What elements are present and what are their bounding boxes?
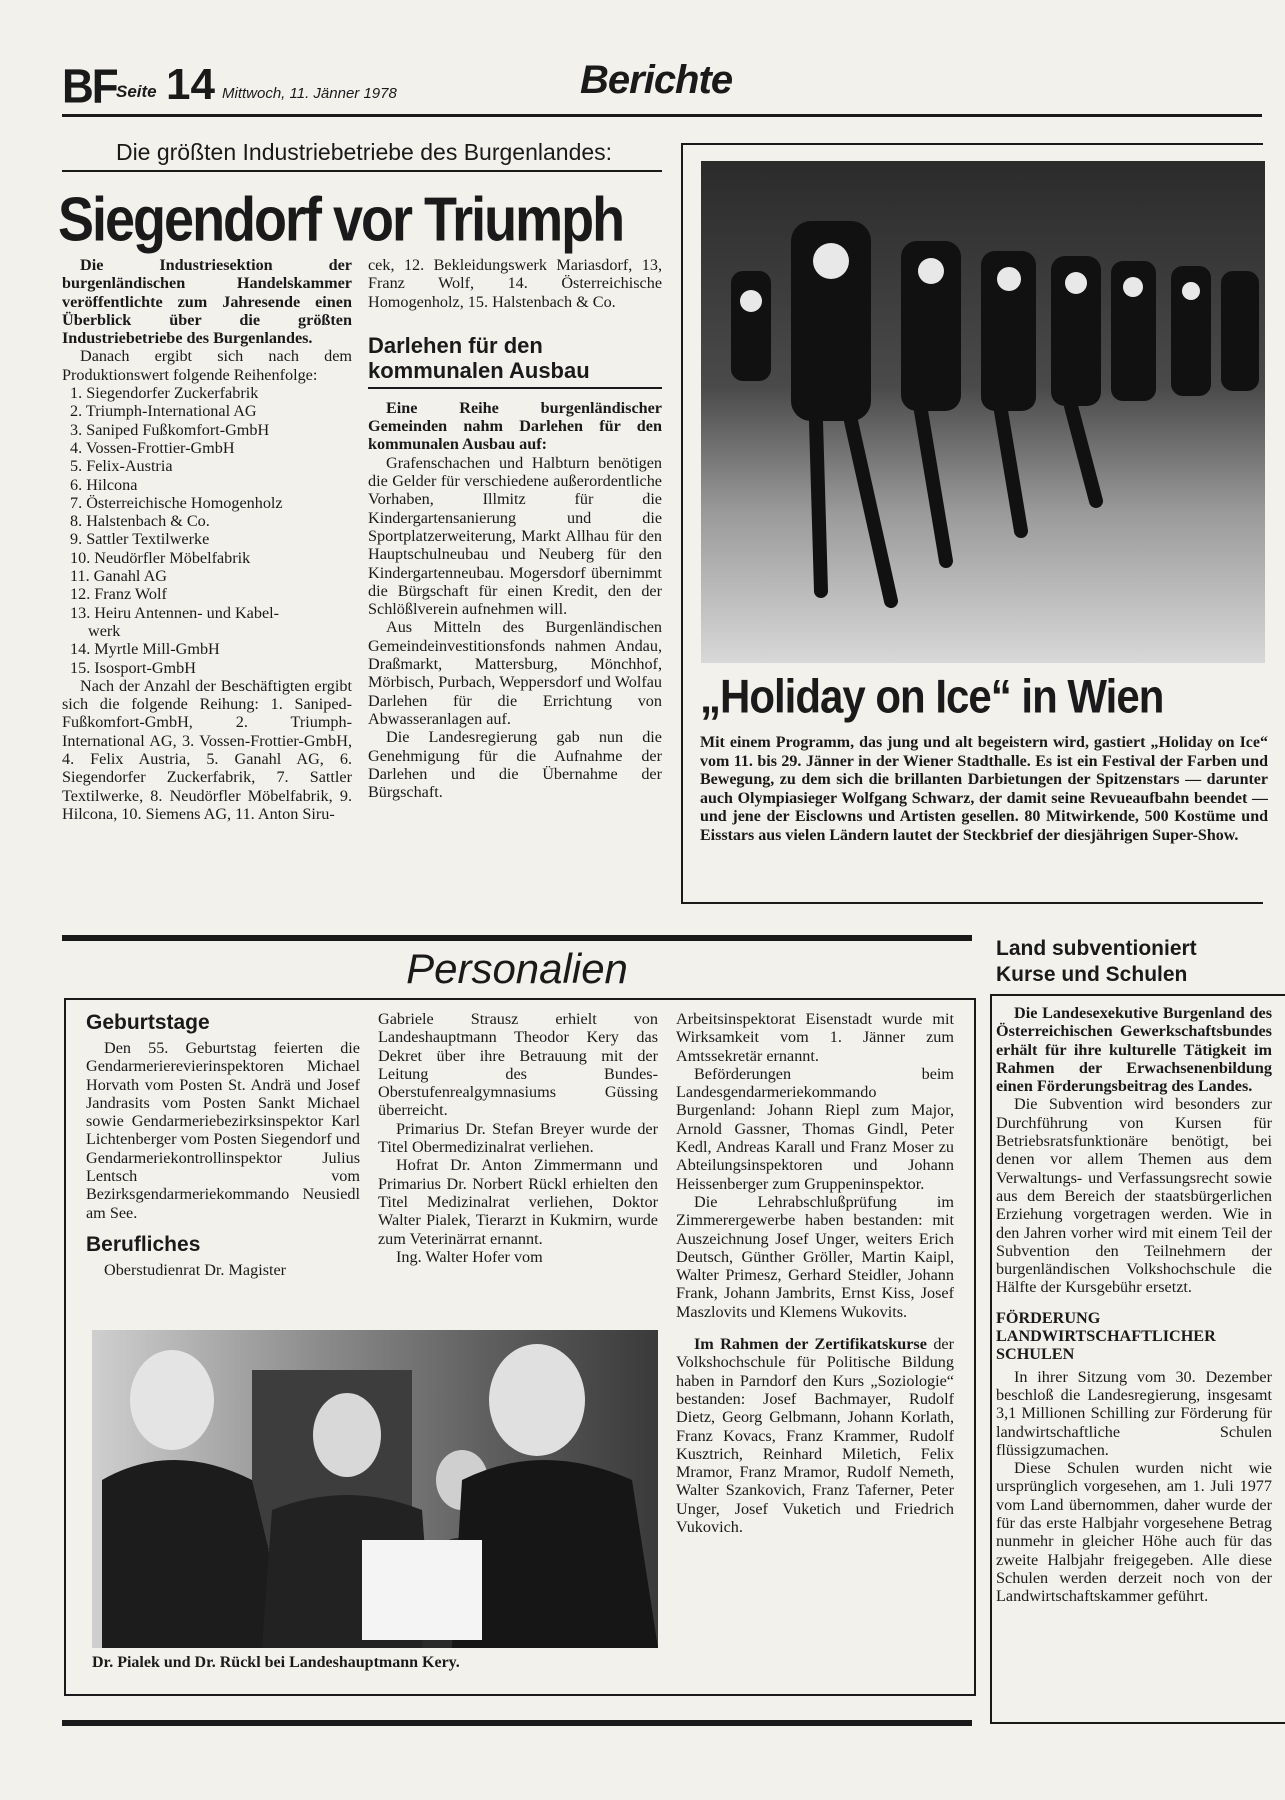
ranking-item: 1. Siegendorfer Zuckerfabrik: [70, 384, 259, 403]
ranking-item: 4. Vossen-Frottier-GmbH: [70, 438, 235, 457]
geburtstage-text: Den 55. Geburtstag feierten die Gendarmerierevierinspektoren Michael Horvath vom Posten St. Andrä und Josef Jandrasits vom Posten Sankt Michael sowie Gendarmeriebezirksinspektor Karl Lichtenberger vom Posten Siegendorf und Gendarmeriekontrollinspektor Julius Lentsch vom Bezirksgendarmeriekommando Neusiedl am See.: [86, 1039, 360, 1222]
personalien-paragraph: Arbeitsinspektorat Eisenstadt wurde mit Wirksamkeit vom 1. Jänner zum Amtssekretär ernannt.: [676, 1010, 954, 1065]
skaters-illustration: [701, 161, 1265, 663]
industrie-col-1: [62, 256, 352, 823]
darlehen-heading: Darlehen für den kommunalen Ausbau: [368, 332, 590, 383]
award-photo: [92, 1330, 658, 1648]
personalien-paragraph: Primarius Dr. Stefan Breyer wurde der Titel Obermedizinalrat verliehen.: [378, 1119, 658, 1157]
ranking-item: 15. Isosport-GmbH: [70, 658, 196, 677]
ranking-item: 7. Österreichische Homogenholz: [70, 493, 283, 512]
zertifikat-lead: Im Rahmen der Zertifikatskurse: [694, 1335, 927, 1354]
personalien-paragraph: Beförderungen beim Landesgendarmeriekommando Burgenland: Johann Riepl zum Major, Arnold Gassner, Thomas Gindl, Peter Kedl, Andreas Karall und Franz Moser zu Abteilungsinspektoren und Johann Heissenberger zum Gruppeninspektor.: [676, 1064, 954, 1193]
darlehen-paragraph: Aus Mitteln des Burgenländischen Gemeindeinvestitionsfonds nahmen Andau, Draßmarkt, Mattersburg, Mönchhof, Mörbisch, Purbach, Weppersdorf und Wolfau Darlehen für die Errichtung von Abwasseranlagen auf.: [368, 618, 662, 728]
personalien-paragraph: Die Lehrabschlußprüfung im Zimmerergewerbe haben bestanden: mit Auszeichnung Josef Unger, weiters Erich Deutsch, Günther Gröller, Martin Kaipl, Walter Primesz, Gerhard Steidler, Johann Frank, Johann Jambrits, Ernst Kiss, Josef Maszlovits und Klemens Wukovits.: [676, 1192, 954, 1321]
industrie-headline: Siegendorf vor Triumph: [58, 185, 624, 255]
page-label: Seite: [116, 82, 157, 101]
personalien-rule: [62, 935, 972, 941]
subvention-lead: Die Landesexekutive Burgenland des Österreichischen Gewerkschaftsbundes erhält für ihre kulturelle Tätigkeit im Rahmen der Erwachsenenbildung einen Förderungsbeitrag des Landes.: [996, 1004, 1272, 1096]
intro-lead: Die: [80, 256, 104, 274]
employee-ranking: Nach der Anzahl der Beschäftigten ergibt sich die folgende Reihung: 1. Saniped-Fußkomfort-GmbH, 2. Triumph-International AG, 3. Vossen-Frottier-GmbH, 4. Felix Austria, 5. Ganahl AG, 6. Siegendorfer Zuckerfabrik, 7. Sattler Textilwerke, 8. Neudörfler Möbelfabrik, 9. Hilcona, 10. Siemens AG, 11. Anton Siru-: [62, 676, 352, 823]
ranking-item: 14. Myrtle Mill-GmbH: [70, 640, 220, 659]
col2-continuation: cek, 12. Bekleidungswerk Mariasdorf, 13, Franz Wolf, 14. Österreichische Homogenholz, 15. Halstenbach & Co.: [368, 256, 662, 311]
subvention-column: [996, 1004, 1272, 1606]
handshake-illustration: [92, 1330, 658, 1648]
holiday-headline: „Holiday on Ice“ in Wien: [700, 670, 1164, 723]
personalien-bottom-rule: [62, 1720, 972, 1726]
berufliches-heading: Berufliches: [86, 1232, 201, 1256]
darlehen-paragraph: Die Landesregierung gab nun die Genehmigung für die Aufnahme der Darlehen und die Übernahme der Bürgschaft.: [368, 728, 662, 802]
geburtstage-heading: Geburtstage: [86, 1011, 210, 1034]
foerderung-heading: FÖRDERUNG LANDWIRTSCHAFTLICHER SCHULEN: [996, 1308, 1216, 1364]
personalien-paragraph: Ing. Walter Hofer vom: [396, 1247, 543, 1266]
personalien-col-1: [86, 1010, 360, 1279]
personalien-col-2: [378, 1010, 658, 1266]
ranking-item: 10. Neudörfler Möbelfabrik: [70, 548, 251, 567]
section-title: Berichte: [580, 58, 733, 102]
industrie-kicker: Die größten Industriebetriebe des Burgenlandes:: [115, 139, 613, 165]
issue-date: Mittwoch, 11. Jänner 1978: [222, 85, 397, 102]
berufliches-text: Oberstudienrat Dr. Magister: [104, 1260, 287, 1279]
page-number: 14: [166, 60, 215, 109]
intro-text: Industriesektion der burgenländischen Handelskammer veröffentlichte zum Jahresende einen Überblick über die größten Industriebetriebe des Burgenlandes.: [62, 256, 352, 348]
ranking-intro: Danach ergibt sich nach dem Produktionswert folgende Reihenfolge:: [62, 347, 352, 384]
holiday-text: Mit einem Programm, das jung und alt begeistern wird, gastiert „Holiday on Ice“ vom 11. bis 29. Jänner in der Wiener Stadthalle. Es ist ein Festival der Farben und Bewegung, zu dem sich die brillanten Darbietungen der Spitzenstars — darunter auch Olympiasieger Wolfgang Schwarz, der damit seine Revueaufbahn beendet — und jene der Eisclowns und Artisten gesellen. 80 Mitwirkende, 500 Kostüme und Eisstars aus vielen Ländern lautet der Steckbrief der diesjährigen Super-Show.: [700, 734, 1268, 844]
zertifikat-text: der Volkshochschule für Politische Bildung haben in Parndorf den Kurs „Soziologie“ bestanden: Josef Bachmayer, Rudolf Dietz, Georg Gelbmann, Johann Korlath, Franz Kovacs, Franz Krammer, Rudolf Kusztrich, Reinhard Miletich, Felix Mramor, Franz Mramor, Rudolf Nemeth, Walter Szankovich, Franz Taferner, Peter Unger, Josef Vuketich und Friedrich Vukovich.: [676, 1335, 954, 1537]
ranking-list: [62, 384, 352, 677]
kicker-rule: [62, 170, 662, 172]
ranking-item: 12. Franz Wolf: [70, 585, 167, 604]
header-rule: [62, 114, 1262, 117]
ranking-item: 8. Halstenbach & Co.: [70, 512, 210, 531]
ranking-item: 2. Triumph-International AG: [70, 402, 257, 421]
ice-show-photo: [701, 161, 1265, 663]
personalien-title: Personalien: [406, 945, 628, 992]
industrie-col-2: [368, 256, 662, 801]
subvention-paragraph: Diese Schulen wurden nicht wie ursprünglich vorgesehen, am 1. Juli 1977 vom Land übernommen, daher wurde der für das erste Halbjahr vorgesehene Betrag nunmehr in gleicher Höhe auch für das zweite Halbjahr freigegeben. Alle diese Schulen werden derzeit noch von der Landwirtschaftskammer geführt.: [996, 1459, 1272, 1606]
personalien-paragraph: Gabriele Strausz erhielt von Landeshauptmann Theodor Kery das Dekret über ihre Betrauung mit der Leitung des Bundes-Oberstufenrealgymnasiums Güssing überreicht.: [378, 1010, 658, 1120]
masthead-logo: BF: [62, 59, 117, 114]
darlehen-lead: Eine Reihe burgenländischer Gemeinden nahm Darlehen für den kommunalen Ausbau auf:: [368, 398, 662, 454]
personalien-col-3: [676, 1010, 954, 1536]
subvention-headline: Land subventioniert Kurse und Schulen: [996, 937, 1197, 986]
ranking-item: 9. Sattler Textilwerke: [70, 530, 210, 549]
darlehen-rule: [368, 387, 662, 389]
personalien-paragraph: Hofrat Dr. Anton Zimmermann und Primarius Dr. Norbert Rückl erhielten den Titel Medizinalrat verliehen, Doktor Walter Pialek, Tierarzt in Kukmirn, wurde zum Veterinärrat ernannt.: [378, 1156, 658, 1248]
subvention-paragraph: Die Subvention wird besonders zur Durchführung von Kursen für Betriebsratsfunktionäre benötigt, bei denen vor allem Themen aus dem Verwaltungs- und Verfassungsrecht sowie aus dem Bereich der staatsbürgerlichen Erziehung vorgetragen werden. Wie in den Jahren vorher wird mit einem Teil der Subvention den Teilnehmern der burgenländischen Volkshochschule die Hälfte der Kursgebühr ersetzt.: [996, 1095, 1272, 1297]
ranking-item: 11. Ganahl AG: [70, 567, 167, 586]
ranking-item: 13. Heiru Antennen- und Kabel-: [70, 603, 280, 622]
subvention-paragraph: In ihrer Sitzung vom 30. Dezember beschloß die Landesregierung, insgesamt 3,1 Millionen Schilling zur Förderung für landwirtschaftliche Schulen flüssigzumachen.: [996, 1367, 1272, 1459]
ranking-item: 6. Hilcona: [70, 475, 138, 494]
darlehen-paragraph: Grafenschachen und Halbturn benötigen die Gelder für verschiedene außerordentliche Vorhaben, Illmitz für die Kindergartensanierung und die Sportplatzerweiterung, Markt Allhau für den Hauptschulneubau und Neuberg für den Kindergartenneubau. Mogersdorf übernimmt die Bürgschaft für einen Kredit, den der Schlößlverein aufnehmen will.: [368, 453, 662, 619]
ranking-item: 5. Felix-Austria: [70, 457, 173, 476]
ranking-item: werk: [88, 621, 121, 640]
ranking-item: 3. Saniped Fußkomfort-GmbH: [70, 420, 270, 439]
award-photo-caption: Dr. Pialek und Dr. Rückl bei Landeshauptmann Kery.: [92, 1654, 460, 1671]
